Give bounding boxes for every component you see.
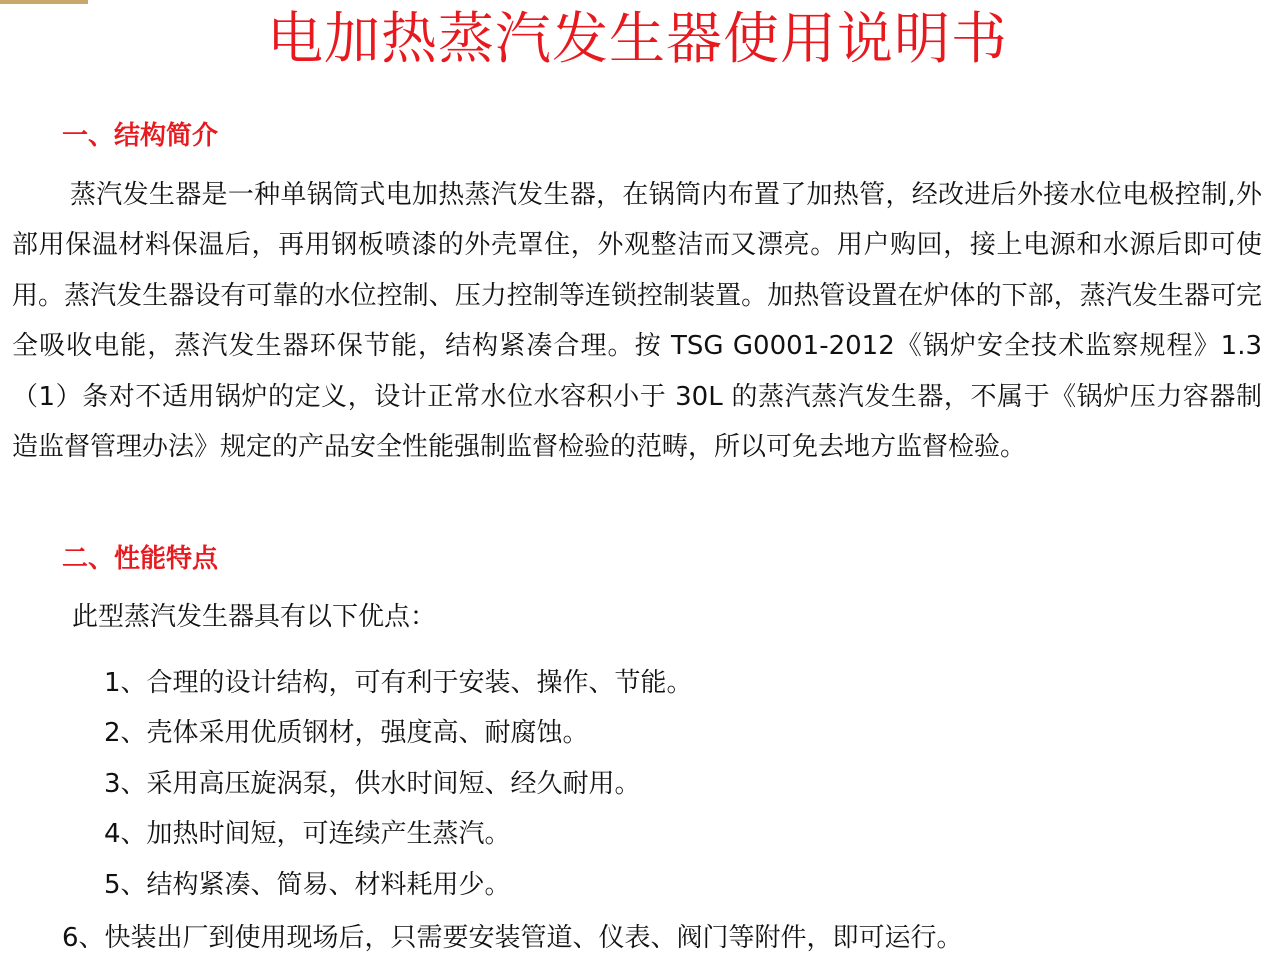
section-heading-structure: 一、结构简介 <box>62 121 219 151</box>
feature-item-1: 1、合理的设计结构，可有利于安装、操作、节能。 <box>104 668 693 698</box>
structure-paragraph: 蒸汽发生器是一种单锅筒式电加热蒸汽发生器，在锅筒内布置了加热管，经改进后外接水位电极控制,外部用保温材料保温后，再用钢板喷漆的外壳罩住，外观整洁而又漂亮。用户购回，接上电源和水源后即可使用。蒸汽发生器设有可靠的水位控制、压力控制等连锁控制装置。加热管设置在炉体的下部，蒸汽发生器可完全吸收电能，蒸汽发生器环保节能，结构紧凑合理。按 TSG G0001-2012《锅炉安全技术监察规程》1.3（1）条对不适用锅炉的定义，设计正常水位水容积小于 30L 的蒸汽蒸汽发生器，不属于《锅炉压力容器制造监督管理办法》规定的产品安全性能强制监督检验的范畴，所以可免去地方监督检验。 <box>12 180 1262 463</box>
feature-item-3: 3、采用高压旋涡泵，供水时间短、经久耐用。 <box>104 768 641 799</box>
section-heading-features: 二、性能特点 <box>62 544 219 574</box>
feature-item-6: 6、快装出厂到使用现场后，只需要安装管道、仪表、阀门等附件，即可运行。 <box>62 923 963 953</box>
feature-item-5: 5、结构紧凑、简易、材料耗用少。 <box>104 869 511 900</box>
feature-item-4: 4、加热时间短，可连续产生蒸汽。 <box>104 819 511 850</box>
document-title: 电加热蒸汽发生器使用说明书 <box>267 7 1008 72</box>
features-intro: 此型蒸汽发生器具有以下优点： <box>72 602 437 632</box>
feature-item-2: 2、壳体采用优质钢材，强度高、耐腐蚀。 <box>104 718 589 749</box>
feature-list <box>104 658 693 910</box>
